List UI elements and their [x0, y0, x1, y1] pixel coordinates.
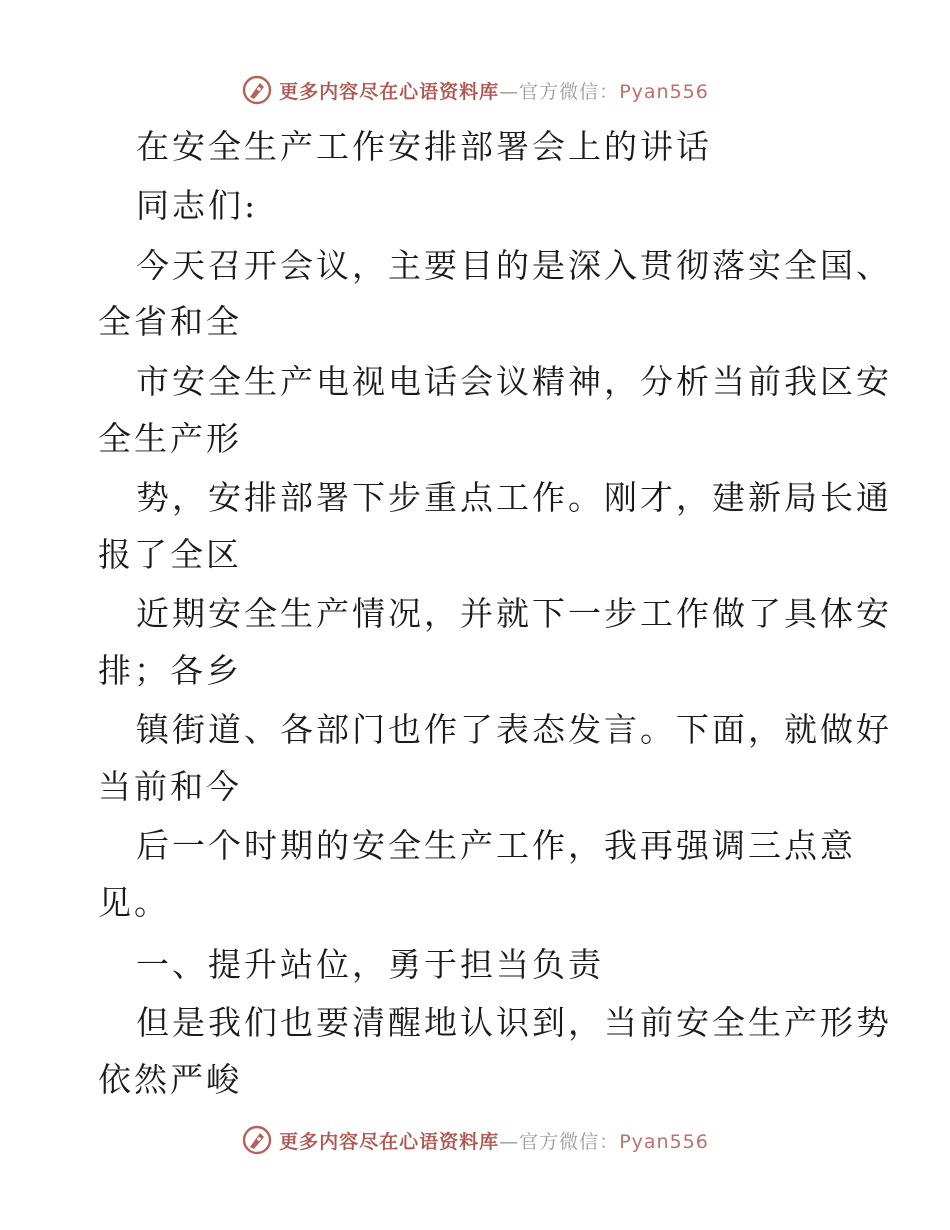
header-watermark: [0, 70, 950, 110]
paragraph-line: 排；各乡: [98, 651, 242, 690]
pen-nib-circle-icon: [241, 74, 273, 106]
paragraph-line: 当前和今: [98, 767, 242, 806]
paragraph-line: 势，安排部署下步重点工作。刚才，建新局长通: [136, 478, 892, 517]
paragraph-line: 近期安全生产情况，并就下一步工作做了具体安: [136, 594, 892, 633]
watermark-text: 更多内容尽在心语资料库—官方微信：Pyan556: [279, 1130, 709, 1153]
document-title: 在安全生产工作安排部署会上的讲话: [136, 127, 712, 166]
paragraph-line: 全省和全: [98, 302, 242, 341]
paragraph-line: 后一个时期的安全生产工作，我再强调三点意: [136, 826, 856, 865]
paragraph-line: 依然严峻: [98, 1060, 242, 1099]
paragraph-line: 全生产形: [98, 419, 242, 458]
paragraph-line: 今天召开会议，主要目的是深入贯彻落实全国、: [136, 246, 892, 285]
section-heading: 一、提升站位，勇于担当负责: [136, 945, 604, 984]
footer-watermark: [0, 1120, 950, 1160]
paragraph-line: 见。: [98, 883, 170, 922]
paragraph-line: 市安全生产电视电话会议精神，分析当前我区安: [136, 362, 892, 401]
salutation: 同志们:: [136, 186, 259, 225]
paragraph-line: 镇街道、各部门也作了表态发言。下面，就做好: [136, 710, 892, 749]
paragraph-line: 报了全区: [98, 535, 242, 574]
pen-nib-circle-icon: [241, 1124, 273, 1156]
watermark-text: 更多内容尽在心语资料库—官方微信：Pyan556: [279, 80, 709, 103]
paragraph-line: 但是我们也要清醒地认识到，当前安全生产形势: [136, 1003, 892, 1042]
